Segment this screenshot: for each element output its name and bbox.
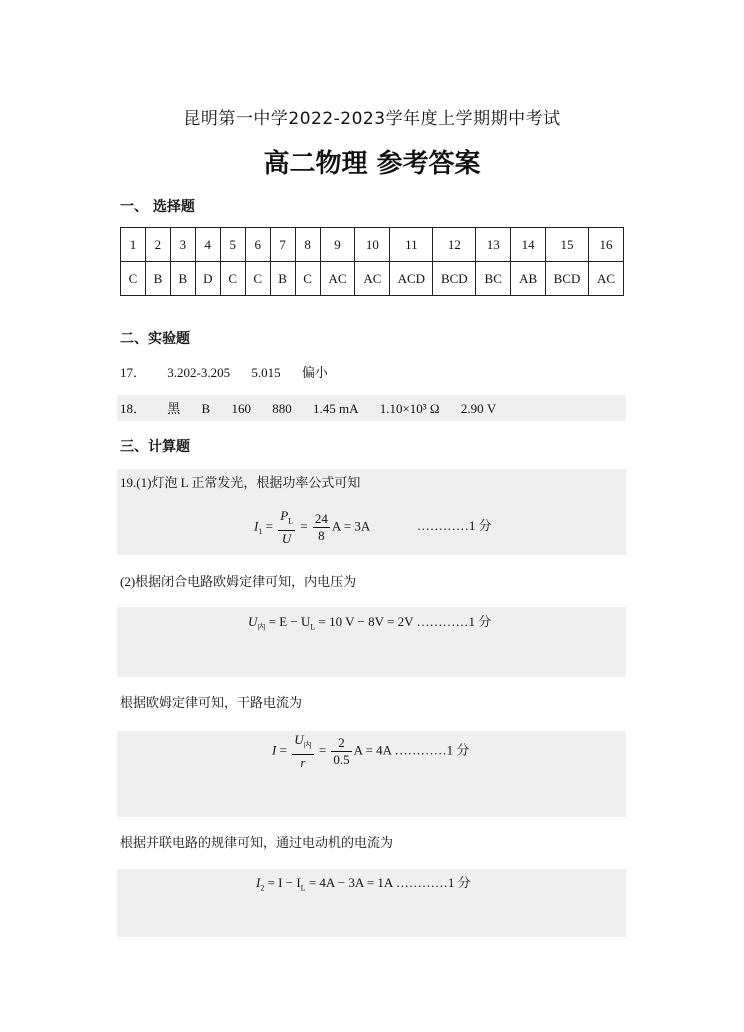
answer-cell: AB <box>511 262 546 296</box>
answer-table-number-row <box>121 228 624 262</box>
question-number-cell: 13 <box>476 228 511 262</box>
answer-table <box>120 227 624 296</box>
q17-answer-line <box>120 362 346 381</box>
fraction <box>292 732 313 771</box>
formula-subscript: L <box>300 883 306 893</box>
answer-cell: AC <box>588 262 623 296</box>
question-number-cell: 15 <box>546 228 589 262</box>
section-heading-choice: 一、 选择题 <box>120 199 195 215</box>
formula-subscript: 内 <box>303 740 312 750</box>
question-number-cell: 5 <box>220 228 245 262</box>
formula-subscript: L <box>310 622 316 632</box>
q18-item: 1.10×10³ Ω <box>379 401 440 416</box>
answer-cell: C <box>245 262 270 296</box>
formula-subscript: 1 <box>258 526 263 536</box>
fraction-num: 2 <box>331 735 351 752</box>
answer-cell: BCD <box>546 262 589 296</box>
q18-item: 160 <box>231 401 251 416</box>
formula-subscript: 内 <box>257 622 266 632</box>
q19-2-text: (2)根据闭合电路欧姆定律可知，内电压为 <box>120 574 357 589</box>
q18-item: B <box>201 401 211 416</box>
score-mark: …………1 分 <box>394 742 470 758</box>
text-parallel-circuit: 根据并联电路的规律可知，通过电动机的电流为 <box>120 835 394 850</box>
answer-cell: C <box>220 262 245 296</box>
answer-cell: BC <box>476 262 511 296</box>
text-ohm-law: 根据欧姆定律可知，干路电流为 <box>120 695 303 710</box>
question-number-cell: 11 <box>390 228 433 262</box>
formula-expression: = I − I <box>264 875 301 890</box>
fraction-num: U <box>294 732 304 747</box>
answer-cell: B <box>145 262 170 296</box>
answer-cell: C <box>295 262 320 296</box>
formula-motor-current <box>256 872 471 893</box>
question-number-cell: 7 <box>270 228 295 262</box>
score-mark: …………1 分 <box>416 518 492 534</box>
formula-symbol: U <box>248 614 258 629</box>
q18-item: 2.90 V <box>460 401 497 416</box>
question-number-cell: 9 <box>320 228 355 262</box>
answer-cell: C <box>121 262 146 296</box>
page-title: 高二物理 参考答案 <box>263 149 481 179</box>
q18-answer-line <box>120 398 514 417</box>
answer-cell: ACD <box>390 262 433 296</box>
question-number-cell: 4 <box>195 228 220 262</box>
school-exam-title: 昆明第一中学2022-2023学年度上学期期中考试 <box>183 109 561 129</box>
fraction <box>313 511 330 544</box>
formula-trunk-current: I = $\frac{U_内}{r}$ = $\frac{2}{0.5}$ A = 4A …………1 分 <box>272 732 470 770</box>
section-heading-calculation: 三、计算题 <box>120 439 190 455</box>
formula-expression: = E − U <box>268 614 311 629</box>
formula-symbol: I <box>272 742 277 758</box>
formula-symbol: I <box>254 518 259 534</box>
fraction-den: U <box>281 530 292 546</box>
fraction-num: 24 <box>314 510 328 526</box>
q18-item: 1.45 mA <box>312 401 359 416</box>
q17-item: 5.015 <box>251 365 281 380</box>
fraction <box>278 508 295 547</box>
formula-result: A = 4A <box>353 742 392 758</box>
question-number-cell: 6 <box>245 228 270 262</box>
question-number-cell: 2 <box>145 228 170 262</box>
q17-item: 偏小 <box>301 365 328 380</box>
fraction-num: P <box>280 508 289 523</box>
formula-result: = 4A − 3A = 1A <box>305 875 393 890</box>
fraction-den: 8 <box>318 527 325 543</box>
fraction <box>331 735 351 768</box>
formula-result: = 10 V − 8V = 2V <box>315 614 414 629</box>
q17-item: 3.202-3.205 <box>167 365 231 380</box>
formula-symbol: I <box>256 875 261 890</box>
score-mark: …………1 分 <box>395 875 471 890</box>
formula-internal-voltage <box>248 611 491 633</box>
question-number-cell: 14 <box>511 228 546 262</box>
formula-result: A = 3A <box>331 518 370 534</box>
question-number-cell: 16 <box>588 228 623 262</box>
formula-current-lamp: $I_1$ = $\frac{P_L}{U}$ = $\frac{24}{8}$ A = 3A …………1 分 <box>254 508 492 546</box>
answer-cell: BCD <box>433 262 476 296</box>
q18-item: 880 <box>272 401 292 416</box>
question-number-cell: 3 <box>170 228 195 262</box>
q17-label: 17． <box>120 365 147 380</box>
score-mark: …………1 分 <box>416 614 492 629</box>
question-number-cell: 12 <box>433 228 476 262</box>
fraction-den: 0.5 <box>333 751 350 767</box>
fraction-den: r <box>300 754 306 770</box>
answer-cell: B <box>170 262 195 296</box>
answer-table-answer-row <box>121 262 624 296</box>
q19-1-text: 19.(1)灯泡 L 正常发光，根据功率公式可知 <box>120 475 361 490</box>
section-heading-experiment: 二、实验题 <box>120 331 190 347</box>
answer-cell: AC <box>355 262 390 296</box>
answer-cell: B <box>270 262 295 296</box>
question-number-cell: 1 <box>121 228 146 262</box>
answer-cell: AC <box>320 262 355 296</box>
question-number-cell: 10 <box>355 228 390 262</box>
formula-subscript: L <box>288 516 294 526</box>
q18-label: 18． <box>120 401 147 416</box>
answer-cell: D <box>195 262 220 296</box>
formula-subscript: 2 <box>260 883 265 893</box>
question-number-cell: 8 <box>295 228 320 262</box>
q18-item: 黑 <box>167 401 181 416</box>
